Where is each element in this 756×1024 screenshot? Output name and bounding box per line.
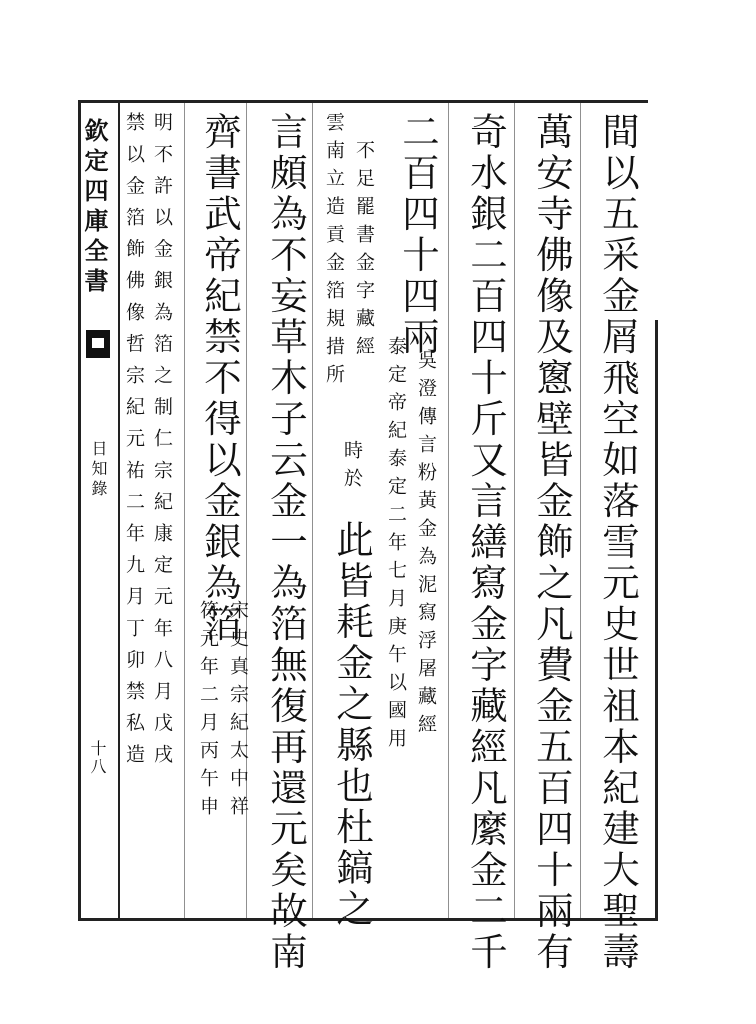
annotation-line: 不足罷書金字藏經 (353, 140, 375, 364)
column-rule (580, 100, 581, 921)
annotation-column-5 (316, 112, 376, 392)
column-rule (514, 100, 515, 921)
text-column-7-main: 齊書武帝紀禁不得以金銀為箔 (198, 112, 242, 645)
text-column-2: 萬安寺佛像及窻壁皆金飾之凡費金五百四十兩有 (530, 112, 574, 973)
text-column-5-main: 此皆耗金之縣也杜鎬之 (330, 520, 374, 930)
column-rule (448, 100, 449, 921)
annotation-line: 雲南立造貢金箔規措所 (323, 112, 345, 392)
annotation-tail: 時於 (341, 440, 363, 496)
text-column-4-main: 二百四十四兩 (396, 112, 440, 358)
column-rule (312, 100, 313, 921)
text-column-3: 奇水銀二百四十斤又言繕寫金字藏經凡縻金二千 (464, 112, 508, 973)
text-column-8: 明不許以金銀為箔之制仁宗紀康定元年八月戊戌 (151, 112, 173, 776)
annotation-line: 吳澄傳言粉黃金為泥寫浮屠藏經 (415, 350, 437, 742)
margin-divider (118, 100, 120, 921)
text-column-1: 間以五采金屑飛空如落雪元史世祖本紀建大聖壽 (596, 112, 640, 973)
book-title: 日知錄 (89, 440, 108, 500)
series-title: 欽定四庫全書 (80, 118, 109, 298)
text-column-9: 禁以金箔飾佛像哲宗紀元祐二年九月丁卯禁私造 (123, 112, 145, 776)
annotation-line: 宋史真宗紀太中祥 (227, 600, 249, 824)
text-column-6: 言頗為不妄草木子云金一為箔無復再還元矣故南 (264, 112, 308, 973)
fish-tail-mark-icon (86, 330, 110, 358)
annotation-line: 泰定帝紀泰定二年七月庚午以國用 (385, 336, 407, 756)
annotation-column-4 (378, 336, 438, 756)
right-border (655, 320, 658, 921)
page-number: 十八 (88, 740, 107, 776)
annotation-line: 符元年二月丙午申 (197, 600, 219, 824)
annotation-column-7 (190, 600, 250, 824)
column-rule (184, 100, 185, 921)
top-border (78, 100, 648, 103)
